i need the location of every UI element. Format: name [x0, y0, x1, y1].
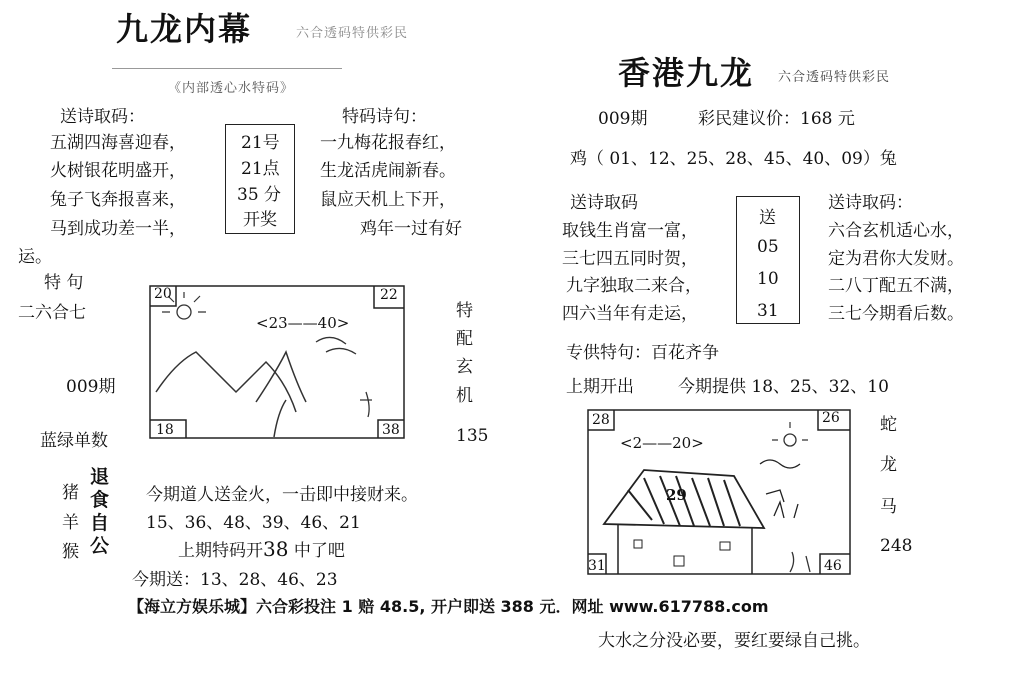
- right-tigong: 今期提供 18、25、32、10: [678, 377, 889, 397]
- left-special-line-3: 鼠应天机上下开，: [320, 190, 456, 210]
- draw-box-line-3: 35 分: [237, 185, 282, 205]
- left-er-liu: 二六合七: [18, 303, 86, 323]
- right-poem-right-2: 定为君你大发财。: [828, 249, 964, 269]
- right-sketch-corner-br: 46: [824, 558, 842, 574]
- draw-box-line-2: 21点: [241, 159, 280, 179]
- send-box-3: 10: [757, 269, 779, 289]
- left-sketch-mid: <23——40>: [256, 314, 350, 332]
- ad-banner: 【海立方娱乐城】六合彩投注 1 赔 48.5, 开户即送 388 元．网址 www.617788.com: [128, 597, 769, 616]
- right-sketch-mid: <2——20>: [620, 434, 704, 452]
- left-last-prefix: 上期特码开: [178, 541, 263, 561]
- left-last-suffix: 中了吧: [288, 541, 345, 561]
- left-poem-line-1: 五湖四海喜迎春，: [50, 133, 186, 153]
- right-price: 彩民建议价：168 元: [698, 109, 855, 129]
- left-sketch-drawing: [146, 282, 408, 442]
- left-title-divider: [112, 68, 342, 69]
- draw-box-line-4: 开奖: [243, 210, 277, 230]
- right-animal-1: 蛇: [880, 415, 897, 435]
- right-issue: 009期: [598, 109, 648, 129]
- right-animal-2: 龙: [880, 455, 897, 475]
- left-tui-1: 退: [90, 466, 110, 488]
- left-vert-4: 机: [456, 386, 473, 406]
- right-poem-left-4: 四六当年有走运，: [562, 304, 698, 324]
- left-special-line-1: 一九梅花报春红，: [320, 133, 456, 153]
- send-box-1: 送: [759, 208, 776, 228]
- right-poem-heading-right: 送诗取码：: [828, 193, 913, 213]
- left-tui-3: 自: [90, 512, 110, 534]
- right-sketch-roof: 29: [666, 486, 687, 504]
- right-poem-left-3: 九字独取二来合，: [566, 276, 702, 296]
- left-daoren: 今期道人送金火，一击即中接财来。: [146, 485, 418, 505]
- left-special-line-2: 生龙活虎闹新春。: [320, 161, 456, 181]
- right-zhuan: 专供特句：百花齐争: [566, 343, 719, 363]
- right-num-248: 248: [880, 536, 913, 556]
- right-title-note: 六合透码特供彩民: [778, 70, 891, 85]
- send-box-2: 05: [757, 237, 779, 257]
- left-vert-3: 玄: [456, 357, 473, 377]
- right-sketch-corner-tl: 28: [592, 412, 610, 428]
- right-sketch-corner-bl: 31: [588, 558, 606, 574]
- left-sketch-corner-tl: 20: [154, 286, 172, 302]
- left-nums-line: 15、36、48、39、46、21: [146, 513, 361, 533]
- right-poem-right-3: 二八丁配五不满，: [828, 276, 964, 296]
- left-special-wrap: 运。: [18, 247, 52, 267]
- left-tui-column: [90, 466, 109, 558]
- right-poem-left-2: 三七四五同时贺，: [562, 249, 698, 269]
- left-title: 九龙内幕: [116, 10, 253, 48]
- left-num-135: 135: [456, 426, 489, 446]
- left-sketch: [146, 282, 408, 442]
- left-poem-heading: 送诗取码：: [60, 107, 145, 127]
- left-special-heading: 特码诗句：: [342, 107, 427, 127]
- left-draw-box: [225, 124, 295, 234]
- left-poem-line-2: 火树银花明盛开，: [50, 161, 186, 181]
- left-animal-2: 羊: [62, 513, 79, 533]
- left-last-line: [178, 536, 345, 561]
- right-sketch-drawing: [584, 406, 854, 578]
- left-jinqi: 今期送：13、28、46、23: [132, 570, 338, 590]
- right-title: 香港九龙: [618, 54, 755, 92]
- right-animal-3: 马: [880, 497, 897, 517]
- right-sketch: [584, 406, 854, 578]
- left-subtitle: 《内部透心水特码》: [168, 81, 295, 96]
- right-poem-right-1: 六合玄机适心水，: [828, 221, 964, 241]
- right-send-box: [736, 196, 800, 324]
- right-poem-heading-left: 送诗取码: [570, 193, 638, 213]
- right-poem-left-1: 取钱生肖富一富，: [562, 221, 698, 241]
- left-sketch-corner-tr: 22: [380, 287, 398, 303]
- left-special-last: 鸡年一过有好: [360, 219, 462, 239]
- right-ji-line: 鸡（ 01、12、25、28、45、40、09）兔: [570, 149, 897, 169]
- draw-box-line-1: 21号: [241, 133, 280, 153]
- left-lan-lv: 蓝绿单数: [40, 431, 108, 451]
- left-sketch-corner-br: 38: [382, 422, 400, 438]
- left-last-num: 38: [263, 537, 289, 561]
- left-poem-line-3: 兔子飞奔报喜来，: [50, 190, 186, 210]
- left-animal-3: 猴: [62, 542, 79, 562]
- left-title-note: 六合透码特供彩民: [296, 26, 409, 41]
- send-box-4: 31: [757, 301, 779, 321]
- left-poem-line-4: 马到成功差一半，: [50, 219, 186, 239]
- footer-motto: 大水之分没必要，要红要绿自己挑。: [598, 631, 870, 651]
- right-sketch-corner-tr: 26: [822, 410, 840, 426]
- left-vert-2: 配: [456, 329, 473, 349]
- right-shangqi: 上期开出: [566, 377, 634, 397]
- left-te-ju: 特 句: [44, 273, 84, 293]
- left-vert-1: 特: [456, 301, 473, 321]
- left-issue: 009期: [66, 377, 116, 397]
- right-poem-right-4: 三七今期看后数。: [828, 304, 964, 324]
- left-animal-1: 猪: [62, 483, 79, 503]
- left-tui-4: 公: [90, 535, 110, 557]
- left-tui-2: 食: [90, 489, 110, 511]
- left-sketch-corner-bl: 18: [156, 422, 174, 438]
